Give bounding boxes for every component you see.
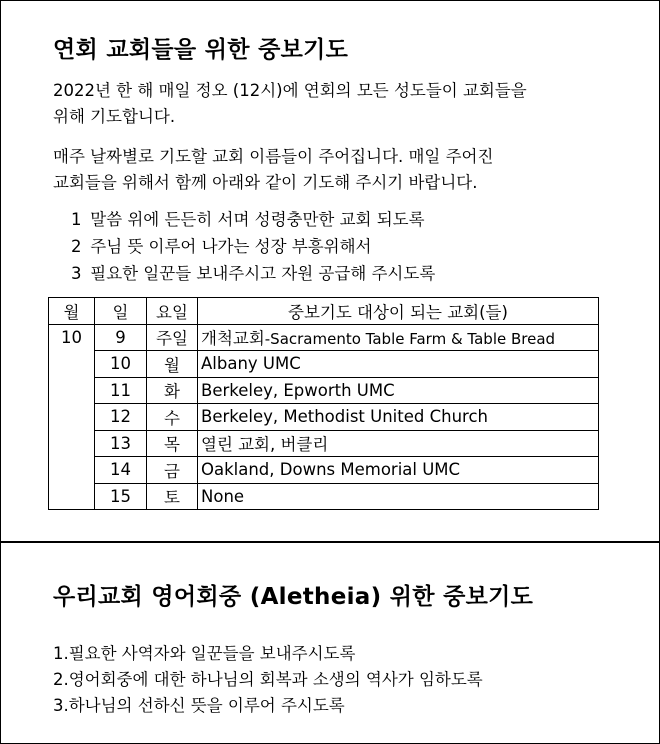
day-cell: 11: [95, 377, 147, 404]
english-congregation-prayer-section: [1, 545, 659, 743]
text-line: 매주 날짜별로 기도할 교회 이름들이 주어집니다. 매일 주어진: [53, 147, 494, 166]
header-weekday: 요일: [147, 298, 198, 325]
month-cell: 10: [49, 324, 95, 510]
list-item: 2.영어회중에 대한 하나님의 회복과 소생의 역사가 임하도록: [53, 670, 483, 689]
table-row: [49, 483, 599, 510]
goal-text: 말씀 위에 든든히 서며 성령충만한 교회 되도록: [90, 210, 425, 229]
header-church: 중보기도 대상이 되는 교회(들): [198, 298, 599, 325]
day-cell: 13: [95, 430, 147, 457]
prayer-schedule-table: [48, 297, 599, 510]
day-cell: 12: [95, 404, 147, 431]
prayer-items-list: [53, 641, 483, 719]
church-cell: Oakland, Downs Memorial UMC: [198, 457, 599, 484]
table-row: [49, 404, 599, 431]
table-row: [49, 351, 599, 378]
day-cell: 9: [95, 324, 147, 351]
day-cell: 14: [95, 457, 147, 484]
church-cell: 열린 교회, 버클리: [198, 430, 599, 457]
list-item: 3.하나님의 선하신 뜻을 이루어 주시도록: [53, 696, 345, 715]
table-row: [49, 324, 599, 351]
text-line: 교회들을 위해서 함께 아래와 같이 기도해 주시기 바랍니다.: [53, 173, 478, 192]
church-cell: Albany UMC: [198, 351, 599, 378]
instruction-paragraph: [53, 144, 493, 196]
weekday-cell: 목: [147, 430, 198, 457]
church-name: -Sacramento Table Farm & Table Bread: [264, 330, 556, 349]
conference-prayer-section: [1, 1, 659, 543]
text-line: 2022년 한 해 매일 정오 (12시)에 연회의 모든 성도들이 교회들을: [53, 81, 527, 100]
prayer-goal: [71, 206, 435, 233]
goal-number: 2: [71, 237, 82, 256]
weekday-cell: 주일: [147, 324, 198, 351]
goal-number: 1: [71, 210, 82, 229]
weekday-cell: 수: [147, 404, 198, 431]
intro-paragraph: [53, 78, 527, 130]
prayer-goal: [71, 260, 435, 287]
table-row: [49, 377, 599, 404]
weekday-cell: 화: [147, 377, 198, 404]
table-row: [49, 457, 599, 484]
weekday-cell: 토: [147, 483, 198, 510]
header-day: 일: [95, 298, 147, 325]
weekday-cell: 월: [147, 351, 198, 378]
church-cell: [198, 324, 599, 351]
church-prefix: 개척교회: [201, 329, 265, 349]
section-title: 우리교회 영어회중 (Aletheia) 위한 중보기도: [53, 584, 534, 610]
prayer-goals-list: [71, 206, 435, 287]
list-item: 1.필요한 사역자와 일꾼들을 보내주시도록: [53, 644, 356, 663]
goal-number: 3: [71, 264, 82, 283]
church-cell: Berkeley, Epworth UMC: [198, 377, 599, 404]
goal-text: 주님 뜻 이루어 나가는 성장 부흥위해서: [90, 237, 372, 256]
table-header-row: [49, 298, 599, 325]
goal-text: 필요한 일꾼들 보내주시고 자원 공급해 주시도록: [90, 264, 436, 283]
section-title: 연회 교회들을 위한 중보기도: [53, 37, 349, 63]
day-cell: 15: [95, 483, 147, 510]
weekday-cell: 금: [147, 457, 198, 484]
day-cell: 10: [95, 351, 147, 378]
table-row: [49, 430, 599, 457]
text-line: 위해 기도합니다.: [53, 107, 176, 126]
prayer-goal: [71, 233, 435, 260]
header-month: 월: [49, 298, 95, 325]
church-cell: None: [198, 483, 599, 510]
church-cell: Berkeley, Methodist United Church: [198, 404, 599, 431]
